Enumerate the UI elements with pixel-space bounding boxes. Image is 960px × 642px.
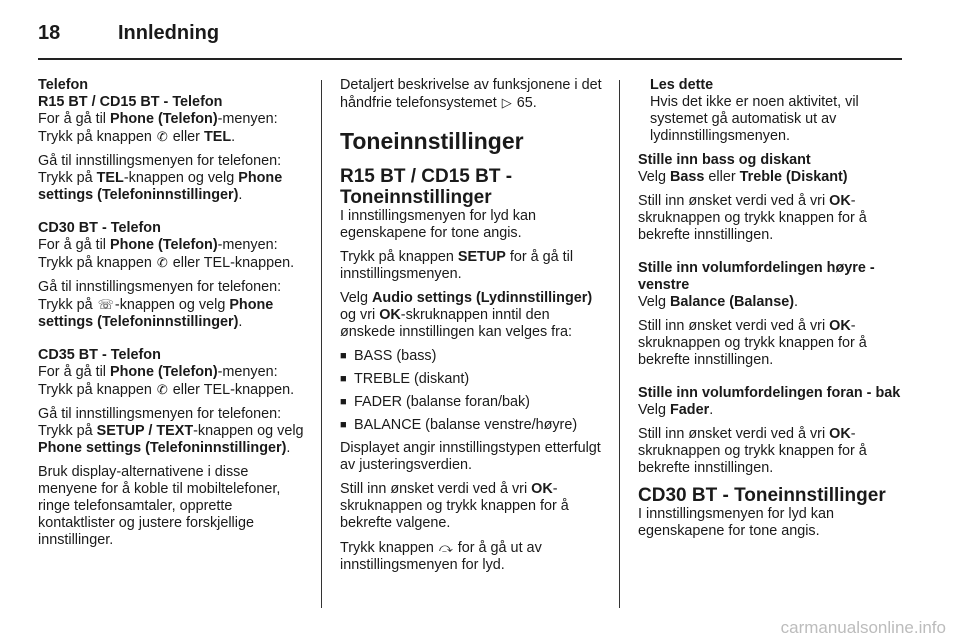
reference-arrow-icon: ▷	[501, 95, 512, 110]
list-item: ■ BALANCE (balanse venstre/høyre)	[340, 417, 608, 434]
list-item: ■ TREBLE (diskant)	[340, 371, 608, 388]
paragraph: Velg Bass eller Treble (Diskant)	[638, 169, 848, 185]
paragraph: Trykk på knappen SETUP for å gå til innstillingsmenyen.	[340, 249, 574, 282]
paragraph: Still inn ønsket verdi ved å vri OK-skruknappen og trykk knappen for å bekrefte innstillingen.	[638, 193, 867, 243]
paragraph: Still inn ønsket verdi ved å vri OK-skruknappen og trykk knappen for å bekrefte innstillingen.	[638, 318, 867, 368]
phone-handset-icon: ✆	[156, 129, 168, 144]
subheading-cd30-toneinnstillinger: CD30 BT - Toneinnstillinger	[638, 485, 886, 506]
paragraph: For å gå til Phone (Telefon)-menyen: Trykk på knappen ✆ eller TEL-knappen.	[38, 364, 295, 398]
note-box	[638, 77, 906, 145]
paragraph: Velg Audio settings (Lydinnstillinger) og vri OK-skruknappen inntil den ønskede innstillingen kan velges fra:	[340, 290, 593, 340]
phone-menu-icon: ☏	[97, 297, 114, 312]
paragraph: Still inn ønsket verdi ved å vri OK-skruknappen og trykk knappen for å bekrefte innstillingen.	[638, 426, 867, 476]
paragraph: Gå til innstillingsmenyen for telefonen: Trykk på SETUP / TEXT-knappen og velg Phone settings (Telefoninnstillinger).	[38, 406, 304, 456]
column-divider	[619, 80, 620, 608]
back-arrow-icon: ⤼	[438, 540, 453, 555]
note-heading: Les dette	[650, 77, 714, 93]
subheading-r15-toneinnstillinger: R15 BT / CD15 BT - Toneinnstillinger	[340, 166, 513, 208]
paragraph: Detaljert beskrivelse av funksjonene i det håndfrie telefonsystemet ▷ 65.	[340, 77, 602, 111]
paragraph: Still inn ønsket verdi ved å vri OK-skruknappen og trykk knappen for å bekrefte valgene.	[340, 481, 569, 531]
subheading-balance: Stille inn volumfordelingen høyre - venstre	[638, 260, 875, 293]
column-divider	[321, 80, 322, 608]
paragraph: Gå til innstillingsmenyen for telefonen: Trykk på TEL-knappen og velg Phone settings (Telefoninnstillinger).	[38, 153, 283, 203]
paragraph: Velg Balance (Balanse).	[638, 294, 798, 310]
subheading-cd35-telefon: CD35 BT - Telefon	[38, 347, 161, 363]
note-text: Hvis det ikke er noen aktivitet, vil systemet gå automatisk ut av lydinnstillingsmenyen.	[650, 94, 859, 144]
column-2	[340, 77, 608, 581]
list-item: ■ BASS (bass)	[340, 348, 608, 365]
paragraph: I innstillingsmenyen for lyd kan egenskapene for tone angis.	[638, 506, 834, 539]
section-heading-toneinnstillinger: Toneinnstillinger	[340, 128, 524, 154]
subheading-r15-telefon: R15 BT / CD15 BT - Telefon	[38, 94, 223, 110]
header-rule	[38, 58, 902, 60]
column-3	[638, 77, 906, 547]
paragraph: Trykk knappen ⤼ for å gå ut av innstillingsmenyen for lyd.	[340, 540, 542, 573]
paragraph: For å gå til Phone (Telefon)-menyen: Trykk på knappen ✆ eller TEL.	[38, 111, 278, 145]
page-number: 18	[38, 21, 61, 44]
page-header	[38, 18, 219, 48]
paragraph: Displayet angir innstillingstypen etterfulgt av justeringsverdien.	[340, 440, 601, 473]
paragraph: Bruk display-alternativene i disse menyene for å koble til mobiltelefoner, ringe telefonsamtaler, opprette kontaktlister og justere forskjellige innstillinger.	[38, 464, 281, 548]
phone-handset-icon: ✆	[156, 382, 168, 397]
section-heading-telefon: Telefon	[38, 77, 89, 93]
page-title: Innledning	[118, 21, 220, 44]
paragraph: Velg Fader.	[638, 402, 714, 418]
watermark: carmanualsonline.info	[780, 618, 946, 637]
paragraph: Gå til innstillingsmenyen for telefonen: Trykk på ☏-knappen og velg Phone settings (Telefoninnstillinger).	[38, 279, 282, 330]
phone-handset-icon: ✆	[156, 255, 168, 270]
list-item: ■ FADER (balanse foran/bak)	[340, 394, 608, 411]
paragraph: I innstillingsmenyen for lyd kan egenskapene for tone angis.	[340, 208, 536, 241]
column-1	[38, 77, 308, 556]
subheading-cd30-telefon: CD30 BT - Telefon	[38, 220, 161, 236]
subheading-fader: Stille inn volumfordelingen foran - bak	[638, 385, 901, 401]
paragraph: For å gå til Phone (Telefon)-menyen: Trykk på knappen ✆ eller TEL-knappen.	[38, 237, 295, 271]
subheading-bass-diskant: Stille inn bass og diskant	[638, 152, 811, 168]
